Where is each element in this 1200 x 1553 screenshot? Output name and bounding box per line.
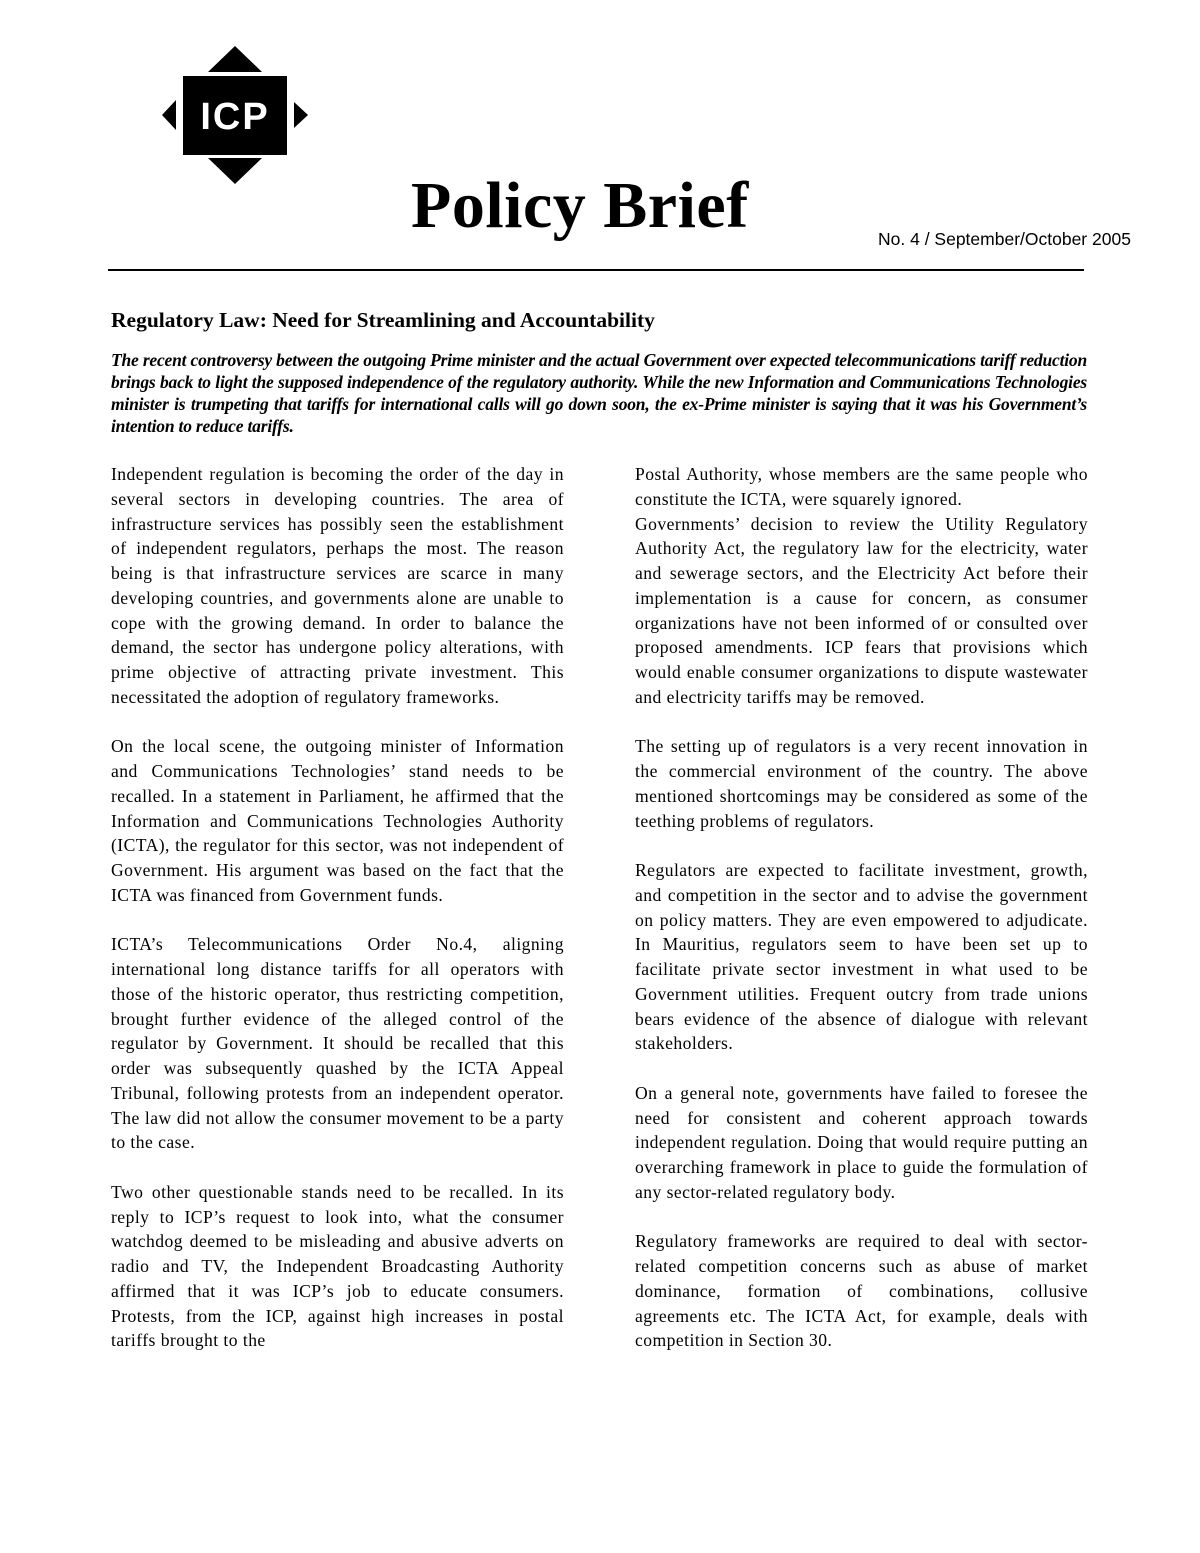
publication-title: Policy Brief xyxy=(411,169,749,242)
body-paragraph: Regulatory frameworks are required to deal with sector-related competition concerns such as abuse of market dominance, formation of combinations, collusive agreements etc. The ICTA Act, for example, deals with competition in Section 30. xyxy=(635,1231,1088,1351)
issue-number-date: No. 4 / September/October 2005 xyxy=(878,229,1131,249)
body-paragraph: Regulators are expected to facilitate investment, growth, and competition in the sector and to advise the government on policy matters. They are even empowered to adjudicate. In Mauritius, regulators seem to have been set up to facilitate private sector investment in what used to be Government utilities. Frequent outcry from trade unions bears evidence of the absence of dialogue with relevant stakeholders. xyxy=(635,860,1088,1054)
svg-text:ICP: ICP xyxy=(200,96,270,138)
icp-logo xyxy=(160,44,310,186)
right-column xyxy=(635,462,1088,1378)
article-intro: The recent controversy between the outgoing Prime minister and the actual Government over expected telecommunications tariff reduction brings back to light the supposed independence of the regulatory authority. While the new Information and Communications Technologies minister is trumpeting that tariffs for international calls will go down soon, the ex-Prime minister is saying that it was his Government’s intention to reduce tariffs. xyxy=(111,350,1087,436)
body-paragraph: On a general note, governments have failed to foresee the need for consistent and coherent approach towards independent regulation. Doing that would require putting an overarching framework in place to guide the formulation of any sector-related regulatory body. xyxy=(635,1082,1088,1202)
left-column xyxy=(111,462,564,1378)
body-paragraph: The setting up of regulators is a very recent innovation in the commercial environment of the country. The above mentioned shortcomings may be considered as some of the teething problems of regulators. xyxy=(635,736,1088,831)
header-divider xyxy=(108,269,1084,271)
body-paragraph: Two other questionable stands need to be recalled. In its reply to ICP’s request to look into, what the consumer watchdog deemed to be misleading and abusive adverts on radio and TV, the Independent Broadcasting Authority affirmed that it was ICP’s job to educate consumers. Protests, from the ICP, against high increases in postal tariffs brought to the xyxy=(111,1181,564,1351)
body-paragraph: Governments’ decision to review the Utility Regulatory Authority Act, the regulatory law for the electricity, water and sewerage sectors, and the Electricity Act before their implementation is a cause for concern, as consumer organizations have not been informed of or consulted over proposed amendments. ICP fears that provisions which would enable consumer organizations to dispute wastewater and electricity tariffs may be removed. xyxy=(635,513,1088,707)
body-paragraph-continued: Postal Authority, whose members are the same people who constitute the ICTA, were squarely ignored. xyxy=(635,464,1088,509)
article-heading: Regulatory Law: Need for Streamlining and Accountability xyxy=(111,308,655,332)
body-paragraph: Independent regulation is becoming the order of the day in several sectors in developing countries. The area of infrastructure services has possibly seen the establishment of independent regulators, perhaps the most. The reason being is that infrastructure services are scarce in many developing countries, and governments alone are unable to cope with the growing demand. In order to balance the demand, the sector has undergone policy alterations, with prime objective of attracting private investment. This necessitated the adoption of regulatory frameworks. xyxy=(111,464,564,707)
body-paragraph: ICTA’s Telecommunications Order No.4, aligning international long distance tariffs for all operators with those of the historic operator, thus restricting competition, brought further evidence of the alleged control of the regulator by Government. It should be recalled that this order was subsequently quashed by the ICTA Appeal Tribunal, following protests from an independent operator. The law did not allow the consumer movement to be a party to the case. xyxy=(111,934,564,1153)
body-paragraph: On the local scene, the outgoing minister of Information and Communications Technologies’ stand needs to be recalled. In a statement in Parliament, he affirmed that the Information and Communications Technologies Authority (ICTA), the regulator for this sector, was not independent of Government. His argument was based on the fact that the ICTA was financed from Government funds. xyxy=(111,736,564,905)
